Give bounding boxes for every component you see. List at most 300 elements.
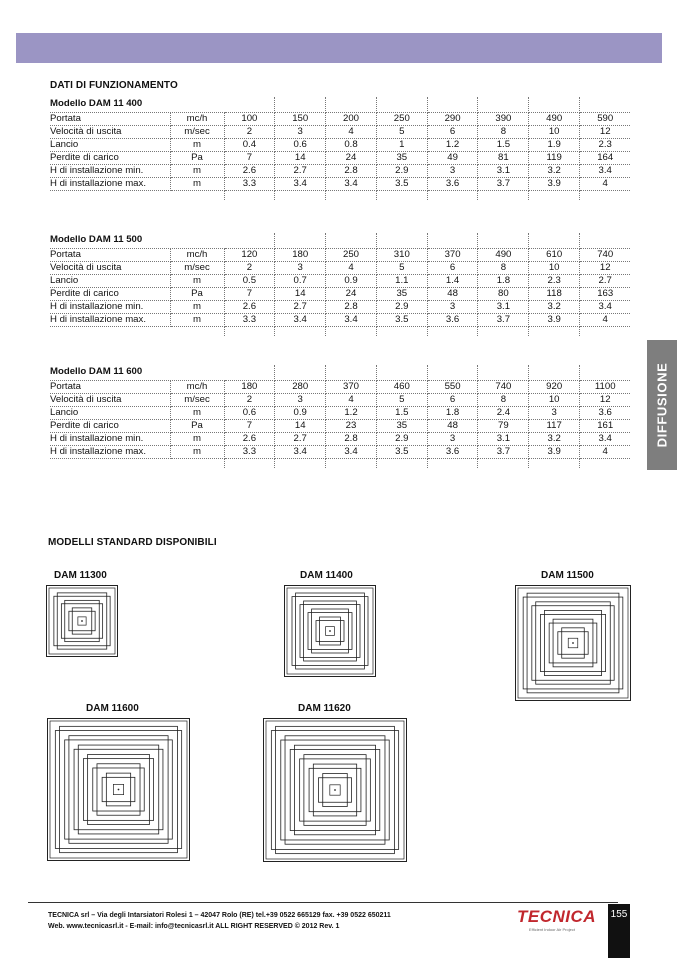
table-cell: 12 [580,393,631,406]
row-unit: m [170,432,224,445]
table-cell: 180 [275,248,326,261]
row-label: H di installazione min. [50,300,170,313]
grille-slot [106,802,130,806]
grille-slot [65,740,69,839]
table-cell: 3.1 [478,300,529,313]
grille-center-screw [334,789,336,791]
grille-slot [107,596,110,646]
grille-slot [69,611,72,631]
grille-slot [72,608,92,611]
grille-slot [290,749,294,830]
table-row [50,300,630,313]
table-header-cell [580,97,631,112]
grille-slot [304,821,366,825]
spec-table-dam-11-600 [50,365,630,468]
table-row [50,248,630,261]
table-cell: 370 [326,380,377,393]
grille-slot [60,726,178,730]
grille-slot [296,593,365,597]
table-cell: 8 [478,125,529,138]
table-cell: 290 [427,112,478,125]
grille-slot [593,623,597,663]
table-cell: 2.8 [326,300,377,313]
table-header-cell [376,233,427,248]
table-cell: 80 [478,287,529,300]
grille-slot [541,614,545,671]
table-row [50,177,630,190]
grille-slot [57,593,107,596]
table-cell: 163 [580,287,631,300]
table-spacer [275,326,326,336]
table-cell: 24 [326,151,377,164]
grille-slot [285,736,385,740]
grille-slot [168,740,172,839]
footer-web-email: Web. www.tecnicasrl.it - E-mail: info@tecnicasrl.it ALL RIGHT RESERVED © 2012 Rev. 1 [48,923,340,930]
table-cell: 5 [376,393,427,406]
row-label: H di installazione min. [50,432,170,445]
grille-slot [312,609,349,613]
grille-drawing-dam-11500 [515,585,631,701]
table-cell: 81 [478,151,529,164]
table-header-cell [275,97,326,112]
table-cell: 0.6 [224,406,275,419]
table-cell: 6 [427,125,478,138]
table-cell: 6 [427,261,478,274]
grille-slot [323,774,348,778]
table-cell: 550 [427,380,478,393]
grille-slot [553,663,593,667]
table-cell: 3 [275,261,326,274]
row-unit: Pa [170,287,224,300]
table-cell: 4 [580,313,631,326]
grille-slot [304,657,357,661]
table-spacer [50,326,224,336]
table-cell: 10 [529,261,580,274]
table-header-cell [376,97,427,112]
grille-center-screw [329,630,331,632]
grille-slot [385,740,389,840]
table-row [50,287,630,300]
row-label: Perdite di carico [50,287,170,300]
table-cell: 490 [529,112,580,125]
table-header-cell [478,233,529,248]
table-spacer [427,190,478,200]
table-cell: 3 [275,125,326,138]
table-cell: 14 [275,151,326,164]
table-cell: 3.2 [529,432,580,445]
row-label: Perdite di carico [50,419,170,432]
table-cell: 740 [580,248,631,261]
grille-slot [65,638,100,641]
table-cell: 3.5 [376,313,427,326]
table-cell: 2.9 [376,300,427,313]
table-cell: 3.9 [529,313,580,326]
table-cell: 2.7 [275,432,326,445]
grille-slot [102,777,106,801]
table-cell: 3.6 [427,445,478,458]
table-cell: 2 [224,393,275,406]
grille-slot [69,736,168,740]
table-spacer [326,190,377,200]
table-spacer [224,458,275,468]
table-spacer [478,326,529,336]
table-header-cell [275,233,326,248]
table-cell: 3.4 [326,445,377,458]
grille-slot [549,623,553,663]
table-cell: 1.5 [478,138,529,151]
table-cell: 5 [376,125,427,138]
table-cell: 2.6 [224,300,275,313]
table-cell: 3.4 [580,432,631,445]
grille-center-screw [81,620,83,622]
table-row [50,274,630,287]
logo-wordmark: TECNICA [517,907,597,926]
row-unit: m/sec [170,393,224,406]
table-spacer [275,458,326,468]
grille-slot [308,613,312,650]
row-label: Perdite di carico [50,151,170,164]
table-cell: 4 [580,177,631,190]
row-unit: mc/h [170,380,224,393]
table-cell: 1.2 [427,138,478,151]
table-spacer [427,326,478,336]
table-cell: 12 [580,261,631,274]
table-row [50,406,630,419]
table-spacer [50,190,224,200]
table-cell: 150 [275,112,326,125]
table-cell: 5 [376,261,427,274]
table-spacer [50,458,224,468]
table-spacer [580,326,631,336]
table-cell: 14 [275,287,326,300]
row-unit: m/sec [170,125,224,138]
side-tab-diffusione [647,340,677,470]
grille-slot [313,764,356,768]
row-unit: m [170,164,224,177]
grille-slot [292,597,296,666]
row-unit: m [170,300,224,313]
table-cell: 390 [478,112,529,125]
table-cell: 0.4 [224,138,275,151]
table-cell: 0.9 [326,274,377,287]
table-cell: 3.7 [478,177,529,190]
table-header-cell [224,233,275,248]
row-unit: mc/h [170,248,224,261]
model-label-dam-11620: DAM 11620 [298,703,351,714]
table-row [50,445,630,458]
table-header-cell [224,97,275,112]
row-label: Portata [50,112,170,125]
table-header-cell [326,97,377,112]
grille-slot [300,759,304,821]
table-cell: 49 [427,151,478,164]
table-cell: 490 [478,248,529,261]
table-cell: 10 [529,393,580,406]
grille-slot [527,593,619,597]
table-cell: 23 [326,419,377,432]
grille-slot [309,768,313,811]
table-cell: 3.5 [376,445,427,458]
table-cell: 180 [224,380,275,393]
grille-slot [74,749,78,829]
table-cell: 2.8 [326,432,377,445]
grille-slot [304,755,366,759]
grille-slot [348,613,352,650]
table-header-cell [529,97,580,112]
table-cell: 2.7 [275,164,326,177]
grille-slot [78,830,158,834]
table-row [50,393,630,406]
table-cell: 3.1 [478,164,529,177]
row-label: Lancio [50,406,170,419]
grille-slot [619,597,623,689]
table-cell: 118 [529,287,580,300]
footer-divider [28,902,618,903]
grille-slot [92,611,95,631]
table-header-cell [580,233,631,248]
grille-slot [97,811,140,815]
table-cell: 48 [427,419,478,432]
table-cell: 1100 [580,380,631,393]
table-row [50,112,630,125]
table-cell: 8 [478,261,529,274]
table-cell: 3.9 [529,177,580,190]
table-cell: 1.8 [427,406,478,419]
grille-slot [300,605,304,658]
table-cell: 3.3 [224,313,275,326]
table-cell: 3.4 [580,300,631,313]
page-number: 155 [608,904,630,958]
grille-slot [347,778,351,803]
table-cell: 740 [478,380,529,393]
grille-drawing-dam-11620 [263,718,407,862]
grille-slot [313,812,356,816]
table-cell: 2.3 [580,138,631,151]
footer-address: TECNICA srl – Via degli Intarsiatori Rolesi 1 – 42047 Rolo (RE) tel.+39 0522 665129 fax. +39 0522 650211 [48,912,391,919]
grille-slot [57,646,107,649]
table-cell: 14 [275,419,326,432]
grille-slot [294,745,375,749]
spec-table-dam-11-400 [50,97,630,200]
grille-slot [140,768,144,811]
table-row [50,419,630,432]
table-spacer [224,326,275,336]
table-header-cell [224,365,275,380]
table-cell: 2 [224,261,275,274]
row-label: Velocità di uscita [50,261,170,274]
table-cell: 2.7 [580,274,631,287]
table-row [50,432,630,445]
grille-slot [55,731,59,849]
grille-slot [304,601,357,605]
grille-slot [131,777,135,801]
table-cell: 24 [326,287,377,300]
table-header-cell [529,365,580,380]
grille-center-screw [572,642,574,644]
table-model-name: Modello DAM 11 400 [50,97,224,112]
grille-slot [65,600,100,603]
table-cell: 3.5 [376,177,427,190]
table-spacer [376,458,427,468]
table-cell: 1.8 [478,274,529,287]
table-cell: 79 [478,419,529,432]
row-unit: Pa [170,419,224,432]
table-cell: 2.8 [326,164,377,177]
grille-slot [532,606,536,681]
table-cell: 3.3 [224,177,275,190]
table-spacer [376,326,427,336]
table-cell: 3.7 [478,445,529,458]
model-label-dam-11400: DAM 11400 [300,570,353,581]
grille-slot [544,672,601,676]
table-header-cell [427,233,478,248]
grille-slot [54,596,57,646]
grille-slot [69,839,168,843]
table-cell: 4 [326,125,377,138]
table-cell: 0.5 [224,274,275,287]
table-cell: 920 [529,380,580,393]
row-unit: m [170,138,224,151]
table-cell: 3.4 [275,177,326,190]
row-label: Lancio [50,138,170,151]
table-cell: 2.4 [478,406,529,419]
grille-slot [394,731,398,850]
table-cell: 3.4 [326,177,377,190]
grille-slot [296,665,365,669]
grille-slot [149,759,153,821]
table-cell: 2 [224,125,275,138]
table-cell: 3 [427,300,478,313]
table-row [50,125,630,138]
row-unit: Pa [170,151,224,164]
table-cell: 1.2 [326,406,377,419]
table-cell: 3 [529,406,580,419]
tecnica-logo [517,907,599,932]
table-cell: 3.2 [529,300,580,313]
row-label: Lancio [50,274,170,287]
table-cell: 250 [376,112,427,125]
table-row [50,380,630,393]
table-cell: 0.8 [326,138,377,151]
table-cell: 8 [478,393,529,406]
table-spacer [478,458,529,468]
row-label: H di installazione max. [50,177,170,190]
grille-slot [285,840,385,844]
table-cell: 1.9 [529,138,580,151]
table-cell: 100 [224,112,275,125]
model-label-dam-11600: DAM 11600 [86,703,139,714]
table-cell: 3.9 [529,445,580,458]
table-cell: 120 [224,248,275,261]
table-header-cell [427,97,478,112]
row-unit: m [170,406,224,419]
grille-slot [78,745,158,749]
grille-slot [72,631,92,634]
table-cell: 3.2 [529,164,580,177]
grille-slot [83,759,87,821]
table-model-name: Modello DAM 11 500 [50,233,224,248]
grille-slot [527,689,619,693]
table-cell: 1.4 [427,274,478,287]
grille-slot [319,778,323,803]
grille-slot [93,768,97,811]
table-cell: 7 [224,419,275,432]
table-cell: 164 [580,151,631,164]
grille-slot [60,848,178,852]
table-cell: 4 [326,393,377,406]
table-cell: 48 [427,287,478,300]
table-cell: 1 [376,138,427,151]
table-cell: 610 [529,248,580,261]
grille-slot [316,621,320,642]
grille-slot [357,768,361,811]
grille-drawing-dam-11300 [46,585,118,657]
grille-slot [544,611,601,615]
grille-slot [61,604,64,639]
table-spacer [529,190,580,200]
table-header-cell [478,365,529,380]
header-band [16,33,662,63]
row-label: Velocità di uscita [50,393,170,406]
table-cell: 3.6 [427,177,478,190]
table-cell: 3 [427,164,478,177]
grille-slot [88,820,150,824]
table-cell: 2.6 [224,432,275,445]
grille-slot [99,604,102,639]
table-cell: 35 [376,287,427,300]
grille-slot [610,606,614,681]
row-unit: m/sec [170,261,224,274]
table-cell: 3.1 [478,432,529,445]
table-header-cell [326,233,377,248]
grille-drawing-dam-11600 [47,718,190,861]
table-cell: 370 [427,248,478,261]
grille-slot [320,617,341,621]
grille-slot [97,764,140,768]
table-spacer [224,190,275,200]
grille-slot [340,621,344,642]
row-unit: m [170,177,224,190]
table-header-cell [326,365,377,380]
table-cell: 200 [326,112,377,125]
grille-slot [356,605,360,658]
table-cell: 280 [275,380,326,393]
table-spacer [529,326,580,336]
grille-slot [523,597,527,689]
grille-slot [281,740,285,840]
table-cell: 0.6 [275,138,326,151]
grille-slot [364,597,368,666]
table-cell: 35 [376,151,427,164]
table-header-cell [478,97,529,112]
table-cell: 3.4 [275,313,326,326]
table-spacer [529,458,580,468]
grille-slot [312,649,349,653]
table-header-cell [427,365,478,380]
table-cell: 0.9 [275,406,326,419]
grille-slot [159,749,163,829]
table-spacer [376,190,427,200]
grille-slot [271,731,275,850]
table-cell: 35 [376,419,427,432]
grille-slot [320,641,341,645]
grille-center-screw [118,789,120,791]
table-spacer [478,190,529,200]
table-header-cell [580,365,631,380]
table-header-cell [529,233,580,248]
table-header-cell [275,365,326,380]
table-cell: 117 [529,419,580,432]
